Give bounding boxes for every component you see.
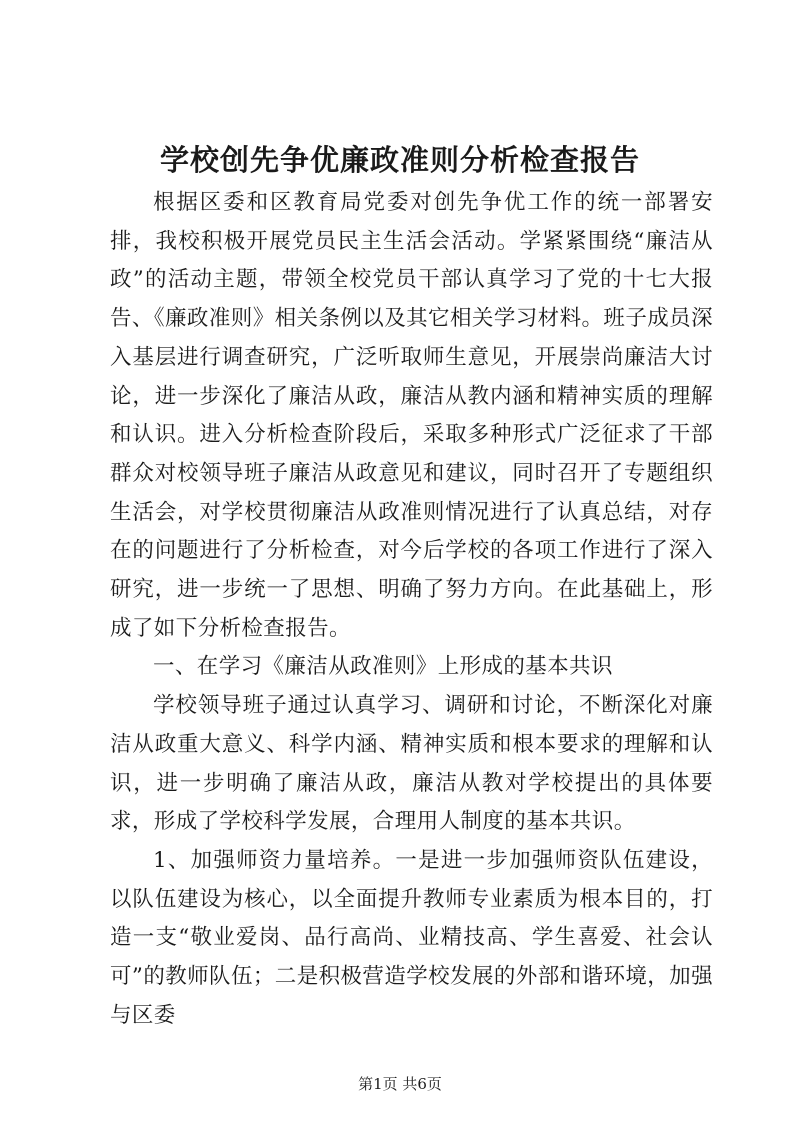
- document-body: [110, 184, 713, 1035]
- paragraph-consensus: 学校领导班子通过认真学习、调研和讨论，不断深化对廉洁从政重大意义、科学内涵、精神实质和根本要求的理解和认识，进一步明确了廉洁从政，廉洁从教对学校提出的具体要求，形成了学校科学发展，合理用人制度的基本共识。: [110, 693, 713, 835]
- page-footer: 第1页 共6页: [358, 1075, 442, 1093]
- document-title: 学校创先争优廉政准则分析检查报告: [159, 143, 640, 177]
- section-heading-1: 一、在学习《廉洁从政准则》上形成的基本共识: [153, 654, 613, 680]
- paragraph-item-1: 1、加强师资力量培养。一是进一步加强师资队伍建设，以队伍建设为核心，以全面提升教师专业素质为根本目的，打造一支“敬业爱岗、品行高尚、业精技高、学生喜爱、社会认可”的教师队伍；二是积极营造学校发展的外部和谐环境，加强与区委: [110, 847, 713, 1028]
- paragraph-intro: 根据区委和区教育局党委对创先争优工作的统一部署安排，我校积极开展党员民主生活会活动。学紧紧围绕“廉洁从政”的活动主题，带领全校党员干部认真学习了党的十七大报告、《廉政准则》相关条例以及其它相关学习材料。班子成员深入基层进行调查研究，广泛听取师生意见，开展崇尚廉洁大讨论，进一步深化了廉洁从政，廉洁从教内涵和精神实质的理解和认识。进入分析检查阶段后，采取多种形式广泛征求了干部群众对校领导班子廉洁从政意见和建议，同时召开了专题组织生活会，对学校贯彻廉洁从政准则情况进行了认真总结，对存在的问题进行了分析检查，对今后学校的各项工作进行了深入研究，进一步统一了思想、明确了努力方向。在此基础上，形成了如下分析检查报告。: [110, 190, 713, 641]
